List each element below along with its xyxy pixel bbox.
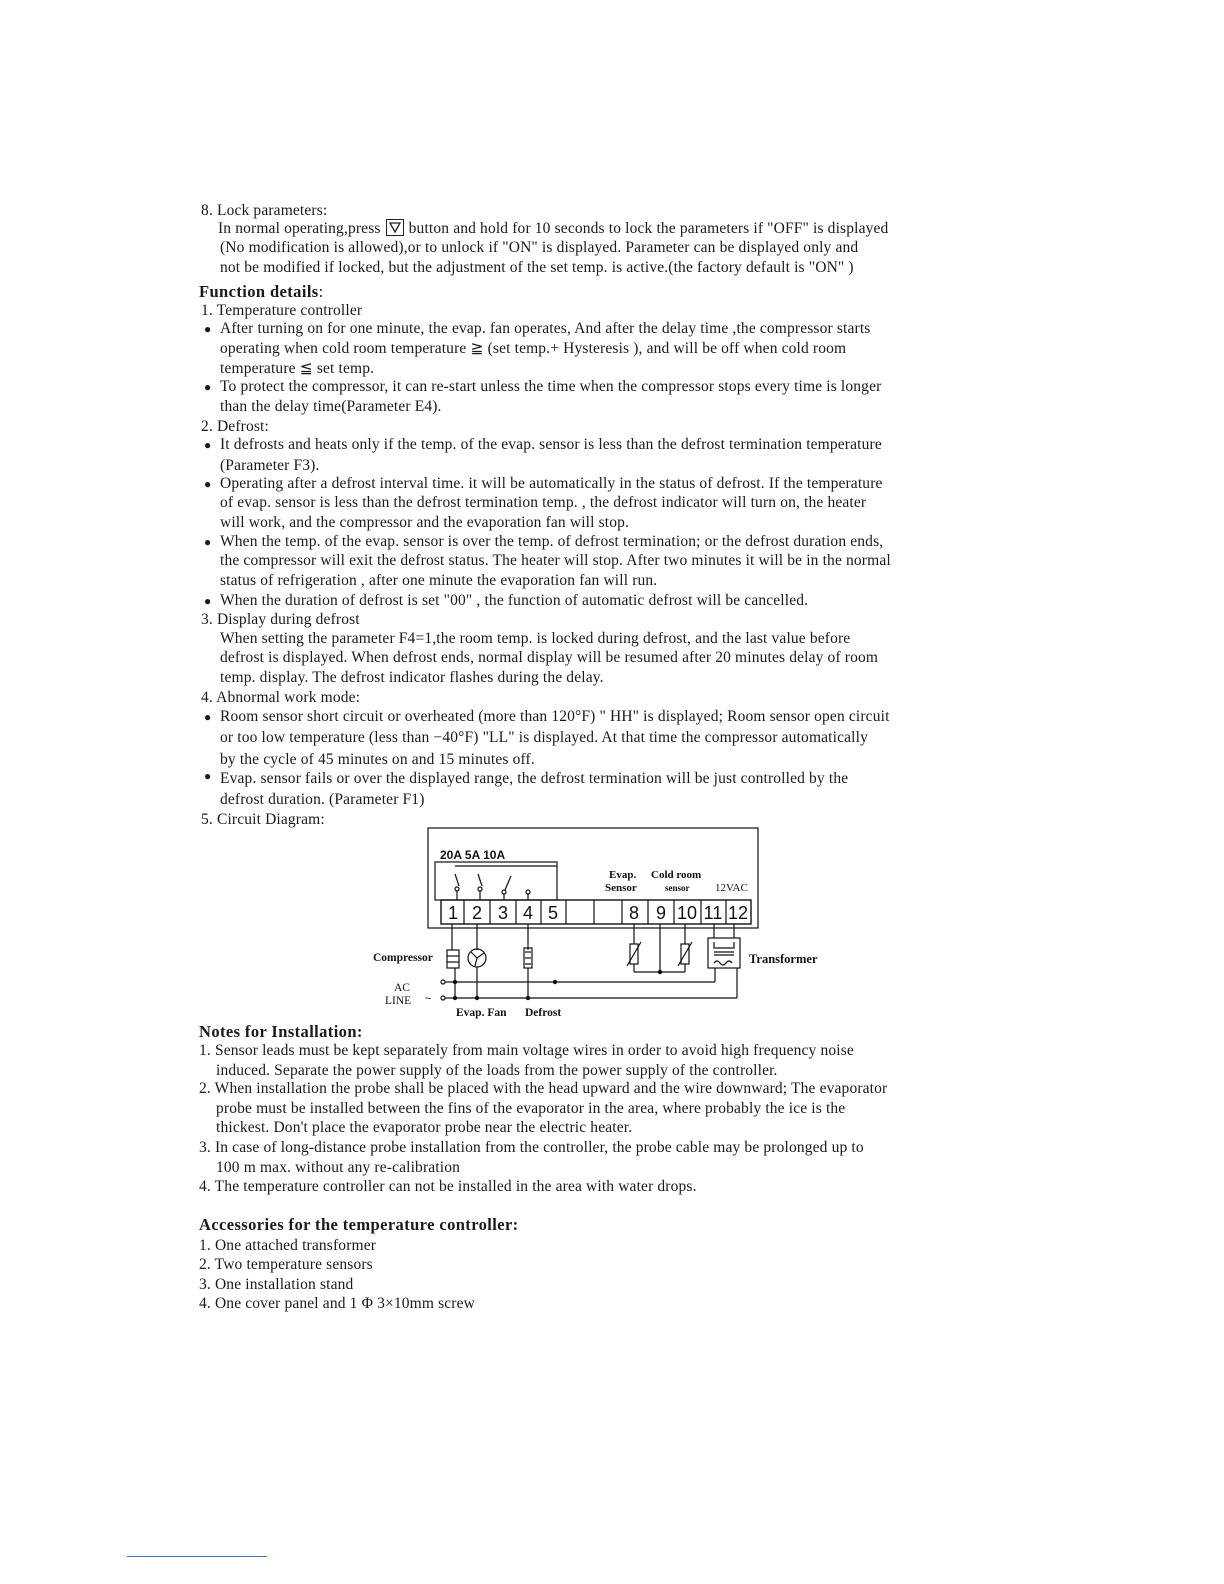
transformer-label: Transformer — [749, 952, 818, 966]
note-1-line-2: induced. Separate the power supply of the loads from the power supply of the controller. — [216, 1062, 778, 1079]
terminal-1: 1 — [447, 903, 459, 923]
section-4-title: 4. Abnormal work mode: — [201, 689, 361, 706]
terminal-2: 2 — [471, 903, 483, 923]
bullet-2-line-1: To protect the compressor, it can re-start unless the time when the compressor stops every time is longer — [220, 378, 882, 395]
bullet-icon: ● — [204, 477, 212, 491]
bullet-icon: ● — [204, 380, 212, 394]
bullet-icon: ● — [204, 438, 212, 452]
circuit-diagram — [365, 822, 835, 1022]
lock-line-1 — [218, 219, 888, 238]
ratings-label: 20A 5A 10A — [440, 848, 506, 862]
footer-rule — [127, 1556, 267, 1557]
cold-room-label-2: sensor — [665, 883, 690, 893]
evap-sensor-symbol — [627, 924, 641, 972]
down-arrow-button-icon — [386, 219, 404, 236]
bullet-8-line-2: defrost duration. (Parameter F1) — [220, 791, 425, 808]
note-1-line-1: 1. Sensor leads must be kept separately from main voltage wires in order to avoid high frequency noise — [199, 1042, 854, 1059]
voltage-label: 12VAC — [715, 882, 748, 894]
terminal-5: 5 — [547, 903, 559, 923]
line-label: LINE — [385, 995, 412, 1007]
accessories-heading: Accessories for the temperature controller: — [199, 1215, 519, 1234]
bullet-5-line-1: When the temp. of the evap. sensor is over the temp. of defrost termination; or the defrost duration ends, — [220, 533, 884, 550]
bullet-icon: ● — [204, 322, 212, 336]
section-5-title: 5. Circuit Diagram: — [201, 811, 325, 828]
terminal-4: 4 — [522, 903, 534, 923]
bullet-1-line-3: temperature ≦ set temp. — [220, 360, 375, 377]
accessory-1: 1. One attached transformer — [199, 1237, 377, 1254]
section-3-line-1: When setting the parameter F4=1,the room temp. is locked during defrost, and the last value before — [220, 630, 851, 647]
bullet-4-line-1: Operating after a defrost interval time. it will be automatically in the status of defrost. If the temperature — [220, 475, 883, 492]
evap-label-1: Evap. — [609, 869, 637, 881]
bullet-icon: ● — [204, 769, 212, 783]
bullet-7-line-1: Room sensor short circuit or overheated (more than 120°F) " HH" is displayed; Room sensor open circuit — [220, 708, 890, 725]
accessory-4: 4. One cover panel and 1 Φ 3×10mm screw — [199, 1295, 475, 1312]
lock-line-1b: button and hold for 10 seconds to lock the parameters if "OFF" is displayed — [408, 220, 889, 237]
room-sensor-symbol — [678, 924, 692, 972]
fan-symbol — [468, 949, 486, 967]
bullet-icon: ● — [204, 535, 212, 549]
terminal-10: 10 — [676, 903, 698, 923]
section-2-title: 2. Defrost: — [201, 418, 269, 435]
note-2-line-3: thickest. Don't place the evaporator probe near the electric heater. — [216, 1119, 633, 1136]
bullet-5-line-2: the compressor will exit the defrost status. The heater will stop. After two minutes it will be in the normal — [220, 552, 891, 569]
transformer-symbol — [708, 938, 740, 968]
bullet-7-line-2: or too low temperature (less than −40°F) "LL" is displayed. At that time the compressor automatically — [220, 729, 868, 746]
function-details-heading: Function details: — [199, 282, 324, 301]
terminal-9: 9 — [655, 903, 667, 923]
bullet-1-line-2: operating when cold room temperature ≧ (set temp.+ Hysteresis ), and will be off when cold room — [220, 340, 847, 357]
lock-line-3: not be modified if locked, but the adjustment of the set temp. is active.(the factory default is "ON" ) — [220, 259, 854, 276]
bullet-5-line-3: status of refrigeration , after one minute the evaporation fan will run. — [220, 572, 658, 589]
bullet-2-line-2: than the delay time(Parameter E4). — [220, 398, 442, 415]
compressor-label: Compressor — [373, 952, 433, 964]
section-3-title: 3. Display during defrost — [201, 611, 360, 628]
note-4-line-1: 4. The temperature controller can not be installed in the area with water drops. — [199, 1178, 697, 1195]
section-3-line-2: defrost is displayed. When defrost ends, normal display will be resumed after 20 minutes delay of room — [220, 649, 879, 666]
terminal-3: 3 — [497, 903, 509, 923]
bullet-4-line-3: will work, and the compressor and the evaporation fan will stop. — [220, 514, 630, 531]
relay-contacts — [455, 866, 557, 900]
section-1-title: 1. Temperature controller — [201, 302, 363, 319]
note-3-line-1: 3. In case of long-distance probe installation from the controller, the probe cable may be prolonged up to — [199, 1139, 864, 1156]
terminal-12: 12 — [727, 903, 749, 923]
relay-box — [435, 862, 557, 900]
accessory-3: 3. One installation stand — [199, 1276, 354, 1293]
lock-heading: 8. Lock parameters: — [201, 202, 328, 219]
evap-label-2: Sensor — [605, 882, 637, 894]
installation-heading: Notes for Installation: — [199, 1022, 363, 1041]
bullet-1-line-1: After turning on for one minute, the evap. fan operates, And after the delay time ,the compressor starts — [220, 320, 871, 337]
defrost-label: Defrost — [525, 1007, 562, 1019]
lock-line-2: (No modification is allowed),or to unlock if "ON" is displayed. Parameter can be displayed only and — [220, 239, 859, 256]
bullet-icon: ● — [204, 710, 212, 724]
bullet-3-line-1: It defrosts and heats only if the temp. of the evap. sensor is less than the defrost termination temperature — [220, 436, 882, 453]
ac-label: AC — [394, 982, 410, 994]
bullet-3-line-2: (Parameter F3). — [220, 457, 320, 474]
terminal-8: 8 — [628, 903, 640, 923]
bullet-4-line-2: of evap. sensor is less than the defrost termination temp. , the defrost indicator will turn on, the heater — [220, 494, 867, 511]
terminal-11: 11 — [703, 903, 723, 923]
bullet-7-line-3: by the cycle of 45 minutes on and 15 minutes off. — [220, 751, 535, 768]
bullet-8-line-1: Evap. sensor fails or over the displayed range, the defrost termination will be just controlled by the — [220, 770, 849, 787]
compressor-symbol — [447, 950, 459, 968]
note-2-line-2: probe must be installed between the fins of the evaporator in the area, where probably the ice is the — [216, 1100, 846, 1117]
lock-line-1a: In normal operating,press — [218, 220, 381, 237]
section-3-line-3: temp. display. The defrost indicator flashes during the delay. — [220, 669, 604, 686]
cold-room-label-1: Cold room — [651, 869, 702, 881]
note-3-line-2: 100 m max. without any re-calibration — [216, 1159, 461, 1176]
bullet-6-line-1: When the duration of defrost is set "00" , the function of automatic defrost will be cancelled. — [220, 592, 809, 609]
bullet-icon: ● — [204, 594, 212, 608]
note-2-line-1: 2. When installation the probe shall be placed with the head upward and the wire downward; The evaporator — [199, 1080, 888, 1097]
evap-fan-label: Evap. Fan — [456, 1007, 507, 1019]
ac-tilde-glyph: ~ — [425, 993, 432, 1005]
accessory-2: 2. Two temperature sensors — [199, 1256, 373, 1273]
